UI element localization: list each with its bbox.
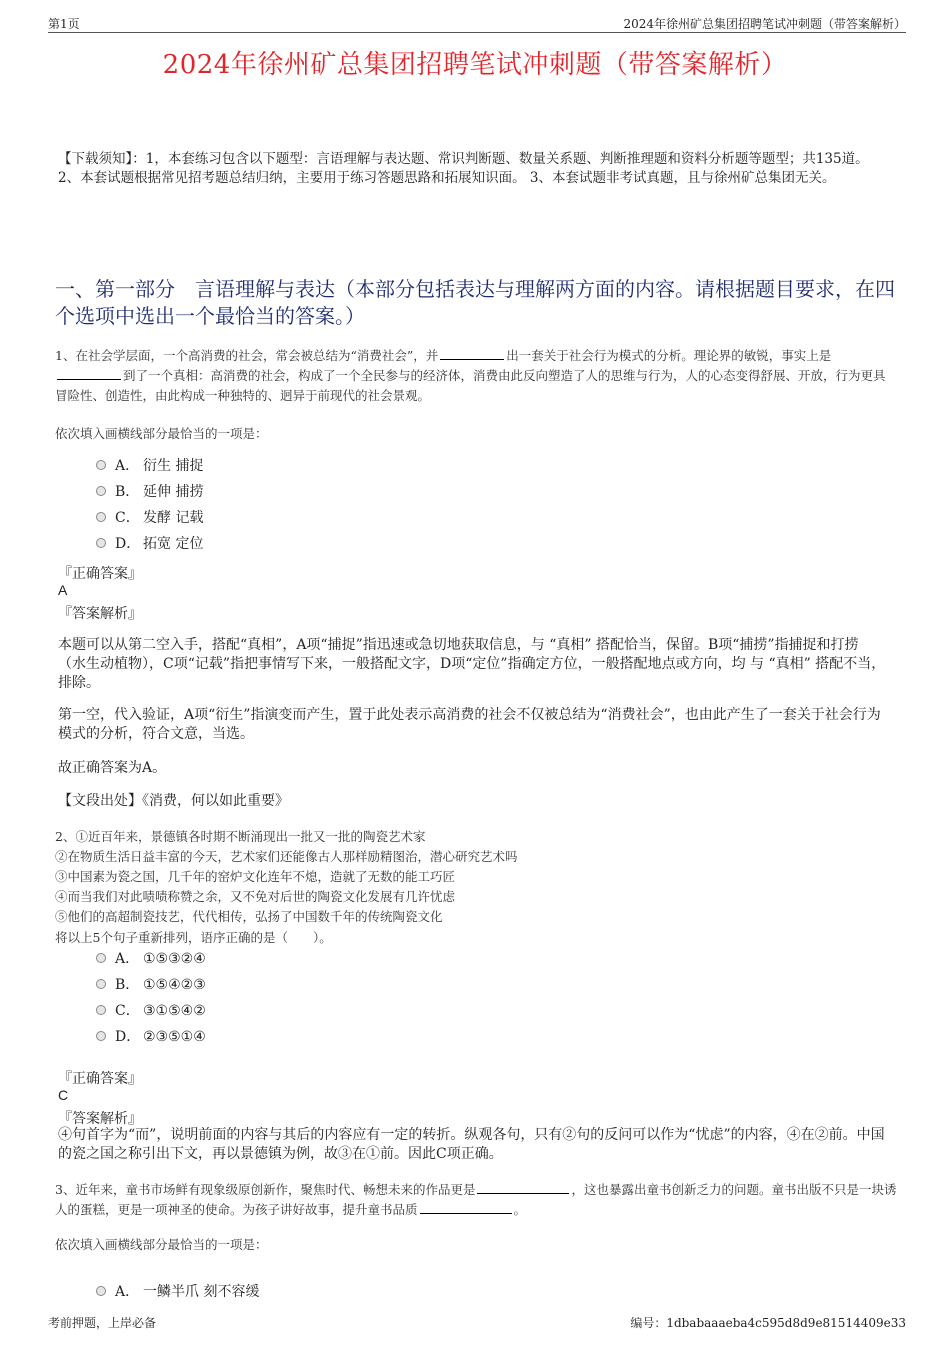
correct-answer: C [58, 1087, 69, 1103]
question-2-sentence: ④而当我们对此啧啧称赞之余，又不免对后世的陶瓷文化发展有几许忧虑 [55, 889, 456, 904]
download-notice: 【下载须知】：1，本套练习包含以下题型：言语理解与表达题、常识判断题、数量关系题、判断推理题和资料分析题等题型；共135道。 2、本套试题根据常见招考题总结归纳，主要用于练习答题思路和拓展知识面。 3、本套试题非考试真题，且与徐州矿总集团无关。 [58, 151, 869, 186]
radio-icon[interactable] [96, 953, 106, 963]
analysis-paragraph: 本题可以从第二空入手，搭配“真相”，A项“捕捉”指迅速或急切地获取信息，与 “真相” 搭配恰当，保留。B项“捕捞”指捕捉和打捞（水生动植物），C项“记载”指把事情写下来，一般搭配文字，D项“定位”指确定方位，一般搭配地点或方向，均 与 “真相” 搭配不当，排除。 [58, 637, 886, 691]
page-header [48, 14, 906, 33]
question-1-option-c[interactable]: C． 发酵 记载 [96, 508, 203, 528]
analysis-label: 『答案解析』 [58, 606, 142, 622]
fill-blank [440, 347, 504, 360]
question-2-option-c[interactable]: C． ③①⑤④② [96, 1001, 206, 1021]
question-1-text-c: 到了一个真相：高消费的社会，构成了一个全民参与的经济体，消费由此反向塑造了人的思维与行为，人的心态变得舒展、开放，行为更具冒险性、创造性，由此构成一种独特的、迥异于前现代的社会景观。 [55, 368, 886, 403]
correct-answer: A [58, 582, 68, 598]
footer-slogan: 考前押题，上岸必备 [48, 1316, 157, 1330]
question-1-text-b: 出一套关于社会行为模式的分析。理论界的敏锐，事实上是 [506, 348, 832, 363]
question-2-option-b[interactable]: B． ①⑤④②③ [96, 975, 206, 995]
question-1-prompt: 依次填入画横线部分最恰当的一项是： [55, 426, 268, 441]
analysis-paragraph: 第一空，代入验证，A项“衍生”指演变而产生，置于此处表示高消费的社会不仅被总结为“消费社会”，也由此产生了一套关于社会行为模式的分析，符合文意，当选。 [58, 707, 881, 742]
question-2-sentence: 2、①近百年来，景德镇各时期不断涌现出一批又一批的陶瓷艺术家 [55, 829, 426, 844]
answer-label: 『正确答案』 [58, 1071, 142, 1087]
question-1-option-d[interactable]: D． 拓宽 定位 [96, 534, 203, 554]
section-title: 一、第一部分 言语理解与表达（本部分包括表达与理解两方面的内容。请根据题目要求，在四个选项中选出一个最恰当的答案。） [55, 277, 895, 328]
radio-icon[interactable] [96, 512, 106, 522]
analysis-paragraph: ④句首字为“而”，说明前面的内容与其后的内容应有一定的转折。纵观各句，只有②句的反问可以作为“忧虑”的内容，④在②前。中国的瓷之国之称引出下文，再以景德镇为例，故③在①前。因此C项正确。 [58, 1127, 885, 1162]
radio-icon[interactable] [96, 460, 106, 470]
question-3-text-a: 3、近年来，童书市场鲜有现象级原创新作，聚焦时代、畅想未来的作品更是 [55, 1182, 476, 1197]
question-2-prompt: 将以上5个句子重新排列，语序正确的是（ ）。 [55, 930, 332, 945]
question-2-sentence: ②在物质生活日益丰富的今天，艺术家们还能像古人那样励精图治，潜心研究艺术吗 [55, 849, 518, 864]
question-1-text-a: 1、在社会学层面，一个高消费的社会，常会被总结为“消费社会”，并 [55, 348, 439, 363]
radio-icon[interactable] [96, 538, 106, 548]
page-footer [48, 1314, 906, 1332]
answer-label: 『正确答案』 [58, 566, 142, 582]
question-2-option-d[interactable]: D． ②③⑤①④ [96, 1027, 206, 1047]
fill-blank [477, 1181, 569, 1194]
question-1-option-a[interactable]: A． 衍生 捕捉 [96, 456, 203, 476]
page-number: 第1页 [48, 17, 80, 31]
page-title: 2024年徐州矿总集团招聘笔试冲刺题（带答案解析） [162, 50, 788, 80]
question-2-sentence: ⑤他们的高超制瓷技艺，代代相传，弘扬了中国数千年的传统陶瓷文化 [55, 909, 443, 924]
question-1-option-b[interactable]: B． 延伸 捕捞 [96, 482, 203, 502]
document-id: 编号：1dbabaaaeba4c595d8d9e81514409e33 [630, 1316, 906, 1330]
header-doc-title: 2024年徐州矿总集团招聘笔试冲刺题（带答案解析） [623, 17, 906, 31]
question-3-option-a[interactable]: A． 一鳞半爪 刻不容缓 [96, 1282, 259, 1302]
source-note: 【文段出处】《消费，何以如此重要》 [58, 793, 289, 809]
radio-icon[interactable] [96, 1286, 106, 1296]
question-3-text-c: 。 [513, 1202, 527, 1217]
radio-icon[interactable] [96, 979, 106, 989]
radio-icon[interactable] [96, 1031, 106, 1041]
fill-blank [57, 367, 121, 380]
radio-icon[interactable] [96, 1005, 106, 1015]
fill-blank [420, 1201, 512, 1214]
analysis-conclusion: 故正确答案为A。 [58, 760, 167, 776]
radio-icon[interactable] [96, 486, 106, 496]
question-3-text-b: ，这也暴露出童书创新乏力的问题。童书出版不只是一块诱人的蛋糕，更是一项神圣的使命。为孩子讲好故事，提升童书品质 [55, 1182, 897, 1217]
question-2-option-a[interactable]: A． ①⑤③②④ [96, 949, 206, 969]
question-2-sentence: ③中国素为瓷之国，几千年的窑炉文化连年不熄，造就了无数的能工巧匠 [55, 869, 456, 884]
question-3-prompt: 依次填入画横线部分最恰当的一项是： [55, 1237, 268, 1252]
question-1-stem [55, 346, 897, 406]
question-3-stem [55, 1180, 897, 1220]
analysis-label: 『答案解析』 [58, 1111, 142, 1127]
